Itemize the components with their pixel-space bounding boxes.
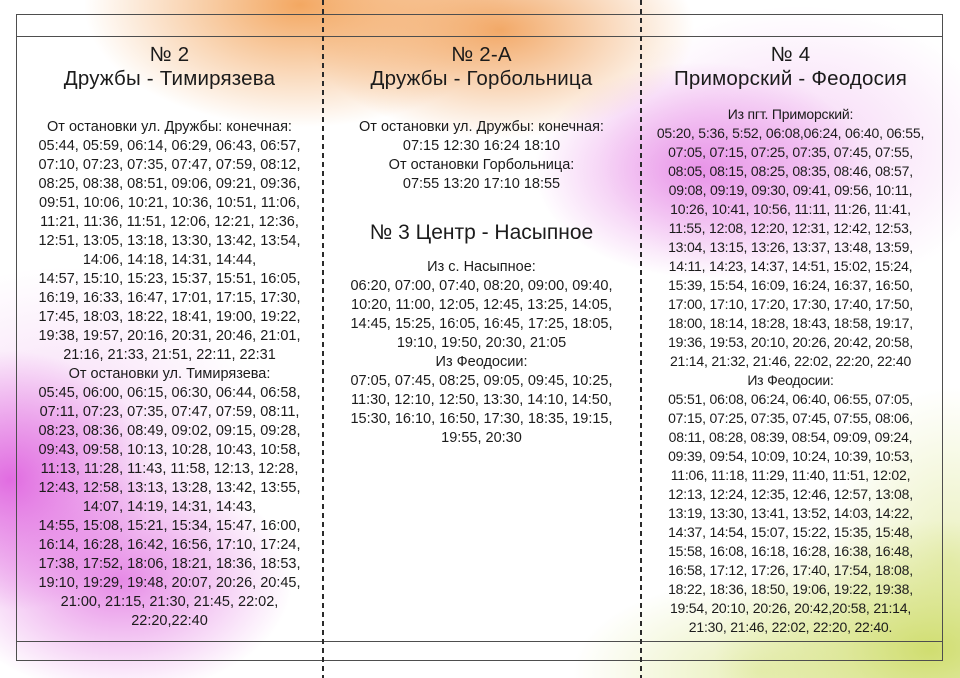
- route-2a-name: Дружбы - Горбольница: [370, 67, 593, 90]
- times-line: 16:58, 17:12, 17:26, 17:40, 17:54, 18:08,: [668, 562, 913, 578]
- times-line: 05:45, 06:00, 06:15, 06:30, 06:44, 06:58,: [38, 385, 301, 401]
- route-2-section-timiryazeva: [17, 365, 322, 631]
- times-list: [641, 124, 940, 371]
- times-line: 14:37, 14:54, 15:07, 15:22, 15:35, 15:48,: [668, 524, 913, 540]
- leaflet-bottom-band-line: [16, 641, 943, 642]
- route-4-name: Приморский - Феодосия: [673, 67, 908, 90]
- times-list: [323, 372, 640, 448]
- times-line: 17:38, 17:52, 18:06, 18:21, 18:36, 18:53,: [38, 556, 301, 572]
- route-2-name: Дружбы - Тимирязева: [63, 67, 276, 90]
- times-line: 06:20, 07:00, 07:40, 08:20, 09:00, 09:40,: [350, 278, 613, 294]
- times-line: 11:06, 11:18, 11:29, 11:40, 11:51, 12:02,: [670, 467, 911, 483]
- times-line: 08:25, 08:38, 08:51, 09:06, 09:21, 09:36,: [38, 176, 301, 192]
- route-3-title: № 3 Центр - Насыпное: [369, 221, 594, 244]
- times-line: 21:16, 21:33, 21:51, 22:11, 22:31: [63, 347, 276, 363]
- times-line: 12:51, 13:05, 13:18, 13:30, 13:42, 13:54,: [38, 233, 301, 249]
- section-heading: От остановки ул. Тимирязева:: [68, 366, 271, 382]
- times-line: 14:57, 15:10, 15:23, 15:37, 15:51, 16:05,: [38, 271, 301, 287]
- times-list: [323, 277, 640, 353]
- route-2a-section-gorbolnitsa: [323, 156, 640, 194]
- times-line: 17:00, 17:10, 17:20, 17:30, 17:40, 17:50,: [668, 296, 913, 312]
- times-line: 15:30, 16:10, 16:50, 17:30, 18:35, 19:15,: [350, 411, 613, 427]
- section-heading: От остановки ул. Дружбы: конечная:: [47, 119, 292, 135]
- section-heading: Из пгт. Приморский:: [727, 106, 854, 122]
- times-line: 14:07, 14:19, 14:31, 14:43,: [82, 499, 257, 515]
- times-line: 19:10, 19:29, 19:48, 20:07, 20:26, 20:45,: [38, 575, 301, 591]
- times-line: 19:54, 20:10, 20:26, 20:42,20:58, 21:14,: [669, 600, 912, 616]
- route-3-section-nasypnoe: [323, 258, 640, 353]
- route-2-title: [17, 43, 322, 91]
- route-2a-number: № 2-А: [451, 43, 512, 66]
- times-line: 13:04, 13:15, 13:26, 13:37, 13:48, 13:59,: [668, 239, 913, 255]
- times-line: 05:44, 05:59, 06:14, 06:29, 06:43, 06:57,: [38, 138, 301, 154]
- times-line: 09:43, 09:58, 10:13, 10:28, 10:43, 10:58,: [38, 442, 301, 458]
- times-line: 08:05, 08:15, 08:25, 08:35, 08:46, 08:57,: [668, 163, 913, 179]
- section-heading: Из Феодосии:: [435, 354, 528, 370]
- times-list: [17, 384, 322, 631]
- times-line: 08:23, 08:36, 08:49, 09:02, 09:15, 09:28,: [38, 423, 301, 439]
- panel-route-2: [17, 36, 322, 631]
- section-heading: От остановки ул. Дружбы: конечная:: [359, 119, 604, 135]
- section-heading: Из с. Насыпное:: [427, 259, 536, 275]
- times-list: [323, 137, 640, 156]
- times-line: 07:05, 07:45, 08:25, 09:05, 09:45, 10:25,: [350, 373, 613, 389]
- times-line: 22:20,22:40: [131, 613, 208, 629]
- times-line: 07:15, 07:25, 07:35, 07:45, 07:55, 08:06,: [668, 410, 913, 426]
- times-line: 15:39, 15:54, 16:09, 16:24, 16:37, 16:50,: [668, 277, 913, 293]
- times-line: 11:21, 11:36, 11:51, 12:06, 12:21, 12:36,: [40, 214, 299, 230]
- times-line: 09:39, 09:54, 10:09, 10:24, 10:39, 10:53,: [668, 448, 913, 464]
- times-line: 17:45, 18:03, 18:22, 18:41, 19:00, 19:22,: [38, 309, 301, 325]
- times-line: 19:55, 20:30: [441, 430, 522, 446]
- route-4-title: [641, 43, 940, 91]
- times-line: 16:19, 16:33, 16:47, 17:01, 17:15, 17:30,: [38, 290, 301, 306]
- times-line: 07:11, 07:23, 07:35, 07:47, 07:59, 08:11,: [39, 404, 300, 420]
- route-4-section-primorsky: [641, 105, 940, 371]
- route-2a-section-druzhby: [323, 118, 640, 156]
- route-2-number: № 2: [149, 43, 190, 66]
- times-line: 14:06, 14:18, 14:31, 14:44,: [82, 252, 257, 268]
- route-4-section-feodosia: [641, 371, 940, 637]
- panel-route-4: [641, 36, 940, 637]
- times-line: 08:11, 08:28, 08:39, 08:54, 09:09, 09:24,: [668, 429, 913, 445]
- route-2a-title: [323, 43, 640, 91]
- times-list: [17, 137, 322, 365]
- route-4-number: № 4: [770, 43, 811, 66]
- times-line: 05:51, 06:08, 06:24, 06:40, 06:55, 07:05,: [668, 391, 913, 407]
- times-line: 11:30, 12:10, 12:50, 13:30, 14:10, 14:50,: [351, 392, 612, 408]
- times-line: 11:13, 11:28, 11:43, 11:58, 12:13, 12:28,: [40, 461, 299, 477]
- times-line: 07:55 13:20 17:10 18:55: [402, 176, 561, 192]
- times-list: [641, 390, 940, 637]
- panel-route-2a-and-3: [323, 36, 640, 448]
- times-line: 21:00, 21:15, 21:30, 21:45, 22:02,: [60, 594, 279, 610]
- times-line: 14:11, 14:23, 14:37, 14:51, 15:02, 15:24,: [668, 258, 913, 274]
- times-line: 19:36, 19:53, 20:10, 20:26, 20:42, 20:58,: [668, 334, 913, 350]
- times-line: 18:00, 18:14, 18:28, 18:43, 18:58, 19:17,: [668, 315, 913, 331]
- times-line: 07:05, 07:15, 07:25, 07:35, 07:45, 07:55,: [668, 144, 913, 160]
- route-2-section-druzhby: [17, 118, 322, 365]
- times-line: 19:38, 19:57, 20:16, 20:31, 20:46, 21:01,: [38, 328, 301, 344]
- times-line: 19:10, 19:50, 20:30, 21:05: [396, 335, 567, 351]
- section-heading: Из Феодосии:: [747, 372, 834, 388]
- times-line: 07:10, 07:23, 07:35, 07:47, 07:59, 08:12,: [38, 157, 301, 173]
- times-line: 13:19, 13:30, 13:41, 13:52, 14:03, 14:22,: [668, 505, 913, 521]
- times-line: 09:08, 09:19, 09:30, 09:41, 09:56, 10:11,: [668, 182, 913, 198]
- route-3-section-feodosia: [323, 353, 640, 448]
- times-line: 21:14, 21:32, 21:46, 22:02, 22:20, 22:40: [669, 353, 912, 369]
- times-line: 10:26, 10:41, 10:56, 11:11, 11:26, 11:41,: [670, 201, 911, 217]
- times-line: 11:55, 12:08, 12:20, 12:31, 12:42, 12:53,: [668, 220, 913, 236]
- times-line: 14:55, 15:08, 15:21, 15:34, 15:47, 16:00,: [38, 518, 301, 534]
- fold-line-left: [322, 0, 324, 678]
- section-heading: От остановки Горбольница:: [388, 157, 575, 173]
- times-line: 21:30, 21:46, 22:02, 22:20, 22:40.: [688, 619, 893, 635]
- fold-line-right: [640, 0, 642, 678]
- times-line: 14:45, 15:25, 16:05, 16:45, 17:25, 18:05,: [350, 316, 613, 332]
- times-line: 16:14, 16:28, 16:42, 16:56, 17:10, 17:24,: [38, 537, 301, 553]
- times-line: 05:20, 5:36, 5:52, 06:08,06:24, 06:40, 06:55,: [656, 125, 925, 141]
- times-line: 12:43, 12:58, 13:13, 13:28, 13:42, 13:55,: [38, 480, 301, 496]
- times-line: 07:15 12:30 16:24 18:10: [402, 138, 561, 154]
- times-list: [323, 175, 640, 194]
- times-line: 18:22, 18:36, 18:50, 19:06, 19:22, 19:38,: [668, 581, 913, 597]
- times-line: 15:58, 16:08, 16:18, 16:28, 16:38, 16:48,: [668, 543, 913, 559]
- times-line: 12:13, 12:24, 12:35, 12:46, 12:57, 13:08,: [668, 486, 913, 502]
- times-line: 10:20, 11:00, 12:05, 12:45, 13:25, 14:05,: [351, 297, 612, 313]
- times-line: 09:51, 10:06, 10:21, 10:36, 10:51, 11:06,: [39, 195, 300, 211]
